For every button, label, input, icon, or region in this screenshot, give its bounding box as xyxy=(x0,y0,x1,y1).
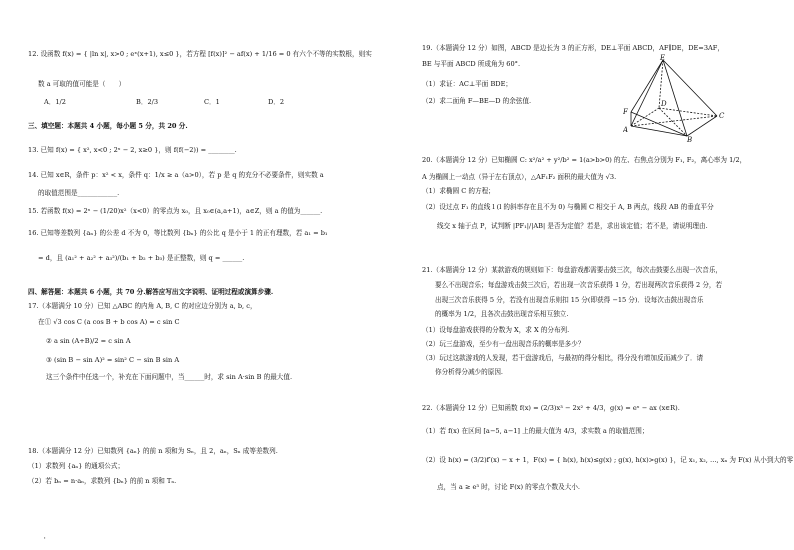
label-d: D xyxy=(661,100,667,108)
q17-condition-2: ② a sin (A+B)/2 = c sin A xyxy=(46,337,131,345)
q17-condition-1: 在① √3 cos C (a cos B + b cos A) = c sin C xyxy=(38,318,180,326)
q19-line2: BE 与平面 ABCD 所成角为 60°. xyxy=(422,60,521,68)
q15: 15. 若函数 f(x) = 2ˣ − (1/20)x²（x<0）的零点为 x₀，且 x₀∈(a,a+1)，a∈Z，则 a 的值为______. xyxy=(28,207,323,215)
section-3-heading: 三、填空题：本题共 4 小题，每小题 5 分，共 20 分. xyxy=(28,122,188,130)
q18-line1: 18.（本题满分 12 分）已知数列 {aₙ} 的前 n 项和为 Sₙ，且 2，aₙ，Sₙ 成等差数列. xyxy=(28,447,278,455)
q20-part2-line1: （2）设过点 F₁ 的直线 l (l 的斜率存在且不为 0) 与椭圆 C 相交于 A, B 两点，线段 AB 的垂直平分 xyxy=(422,203,714,211)
q16-line2: = d，且 (a₁² + a₂² + a₃²)/(b₁ + b₂ + b₃) 是正整数，则 q = ______. xyxy=(38,254,245,262)
q21-part1: （1）设每盘游戏获得的分数为 X，求 X 的分布列. xyxy=(422,326,570,334)
q14-line1: 14. 已知 x∈R，条件 p：x² < x，条件 q：1/x ≥ a（a>0），若 p 是 q 的充分不必要条件，则实数 a xyxy=(28,171,324,179)
q17-line1: 17.（本题满分 10 分）已知 △ABC 的内角 A, B, C 的对应边分别为 a, b, c， xyxy=(28,302,257,310)
q21-part2: （2）玩三盘游戏，至少有一盘出现音乐的概率是多少？ xyxy=(422,340,585,348)
label-f: F xyxy=(623,108,628,116)
q17-line2: 这三个条件中任选一个，补充在下面问题中，当______时，求 sin A·sin B 的最大值. xyxy=(46,373,293,381)
footer-mark: ' xyxy=(44,537,46,544)
q21-part3-line1: （3）玩过这款游戏的人发现，若干盘游戏后，与最初的得分相比，得分没有增加反而减少了．请 xyxy=(422,354,704,362)
q20-part2-line2: 线交 x 轴于点 P，试判断 |PF₁|/|AB| 是否为定值？若是，求出该定值；若不是，请说明理由. xyxy=(437,222,708,230)
pyramid-figure xyxy=(623,54,733,142)
q12-option-d: D．2 xyxy=(268,98,285,106)
q19-line1: 19.（本题满分 12 分）如图，ABCD 是边长为 3 的正方形，DE⊥平面 ABCD，AF∥DE，DE=3AF， xyxy=(422,44,724,52)
q19-part2: （2）求二面角 F—BE—D 的余弦值. xyxy=(422,97,532,105)
q12-line1: 12. 设函数 f(x) = { |ln x|, x>0 ; eˣ(x+1), x≤0 }，若方程 [f(x)]² − af(x) + 1/16 = 0 有六个不等的实数根，则实 xyxy=(28,50,372,58)
q14-line2: 的取值范围是____________. xyxy=(38,189,120,197)
q21-line3: 出现三次音乐获得 5 分，若没有出现音乐则扣 15 分(即获得 −15 分)．设每次击鼓出现音乐 xyxy=(435,296,704,304)
q19-part1: （1）求证：AC⊥平面 BDE； xyxy=(422,80,512,88)
q22-part2-line1: （2）设 h(x) = (3/2)f′(x) − x + 1，F(x) = { h(x), h(x)≤g(x) ; g(x), h(x)>g(x) }，记 x₁, x₂, …, xₙ 为 F(x) 从小到大的零 xyxy=(422,456,794,464)
q12-option-a: A．1/2 xyxy=(44,98,66,106)
q20-line2: A 为椭圆上一动点（异于左右顶点），△AF₁F₂ 面积的最大值为 √3. xyxy=(422,173,617,181)
q21-part3-line2: 你分析得分减少的原因. xyxy=(435,368,504,376)
q18-part2: （2）若 bₙ = n·aₙ，求数列 {bₙ} 的前 n 项和 Tₙ. xyxy=(28,477,177,485)
q12-option-c: C．1 xyxy=(204,98,220,106)
q16-line1: 16. 已知等差数列 {aₙ} 的公差 d 不为 0，等比数列 {bₙ} 的公比 q 是小于 1 的正有理数，若 a₁ = b₁ xyxy=(28,229,328,237)
q20-line1: 20.（本题满分 12 分）已知椭圆 C: x²/a² + y²/b² = 1(a>b>0) 的左、右焦点分别为 F₁, F₂，离心率为 1/2， xyxy=(422,156,747,164)
q17-condition-3: ③ (sin B − sin A)² = sin² C − sin B sin A xyxy=(46,356,180,364)
section-4-heading: 四、解答题：本题共 6 小题，共 70 分.解答应写出文字说明、证明过程或演算步骤. xyxy=(28,288,274,296)
q22-part1: （1）若 f(x) 在区间 [a−5, a−1] 上的最大值为 4/3，求实数 a 的取值范围； xyxy=(422,427,649,435)
q21-line1: 21.（本题满分 12 分）某款游戏的规则如下：每盘游戏都需要击鼓三次，每次击鼓要么出现一次音乐， xyxy=(422,266,723,274)
q21-line2: 要么不出现音乐；每盘游戏击鼓三次后，若出现一次音乐获得 1 分，若出现两次音乐获得 2 分，若 xyxy=(435,281,723,289)
q21-line4: 的概率为 1/2，且各次击鼓出现音乐相互独立. xyxy=(435,310,569,318)
label-a: A xyxy=(623,126,629,134)
label-c: C xyxy=(719,112,725,120)
q22-line1: 22.（本题满分 12 分）已知函数 f(x) = (2/3)x³ − 2x² + 4/3，g(x) = eˣ − ax (x∈R). xyxy=(422,404,680,412)
q13: 13. 已知 f(x) = { x², x<0 ; 2ˣ − 2, x≥0 }，则 f(f(−2)) = ________. xyxy=(28,146,237,154)
label-b: B xyxy=(687,136,693,142)
q12-line2: 数 a 可取的值可能是（ ） xyxy=(38,80,126,88)
q12-option-b: B．2/3 xyxy=(136,98,159,106)
q20-part1: （1）求椭圆 C 的方程； xyxy=(422,187,495,195)
q18-part1: （1）求数列 {aₙ} 的通项公式； xyxy=(28,462,125,470)
label-e: E xyxy=(660,54,666,62)
q22-part2-line2: 点，当 a ≥ e³ 时，讨论 F(x) 的零点个数及大小. xyxy=(437,483,581,491)
